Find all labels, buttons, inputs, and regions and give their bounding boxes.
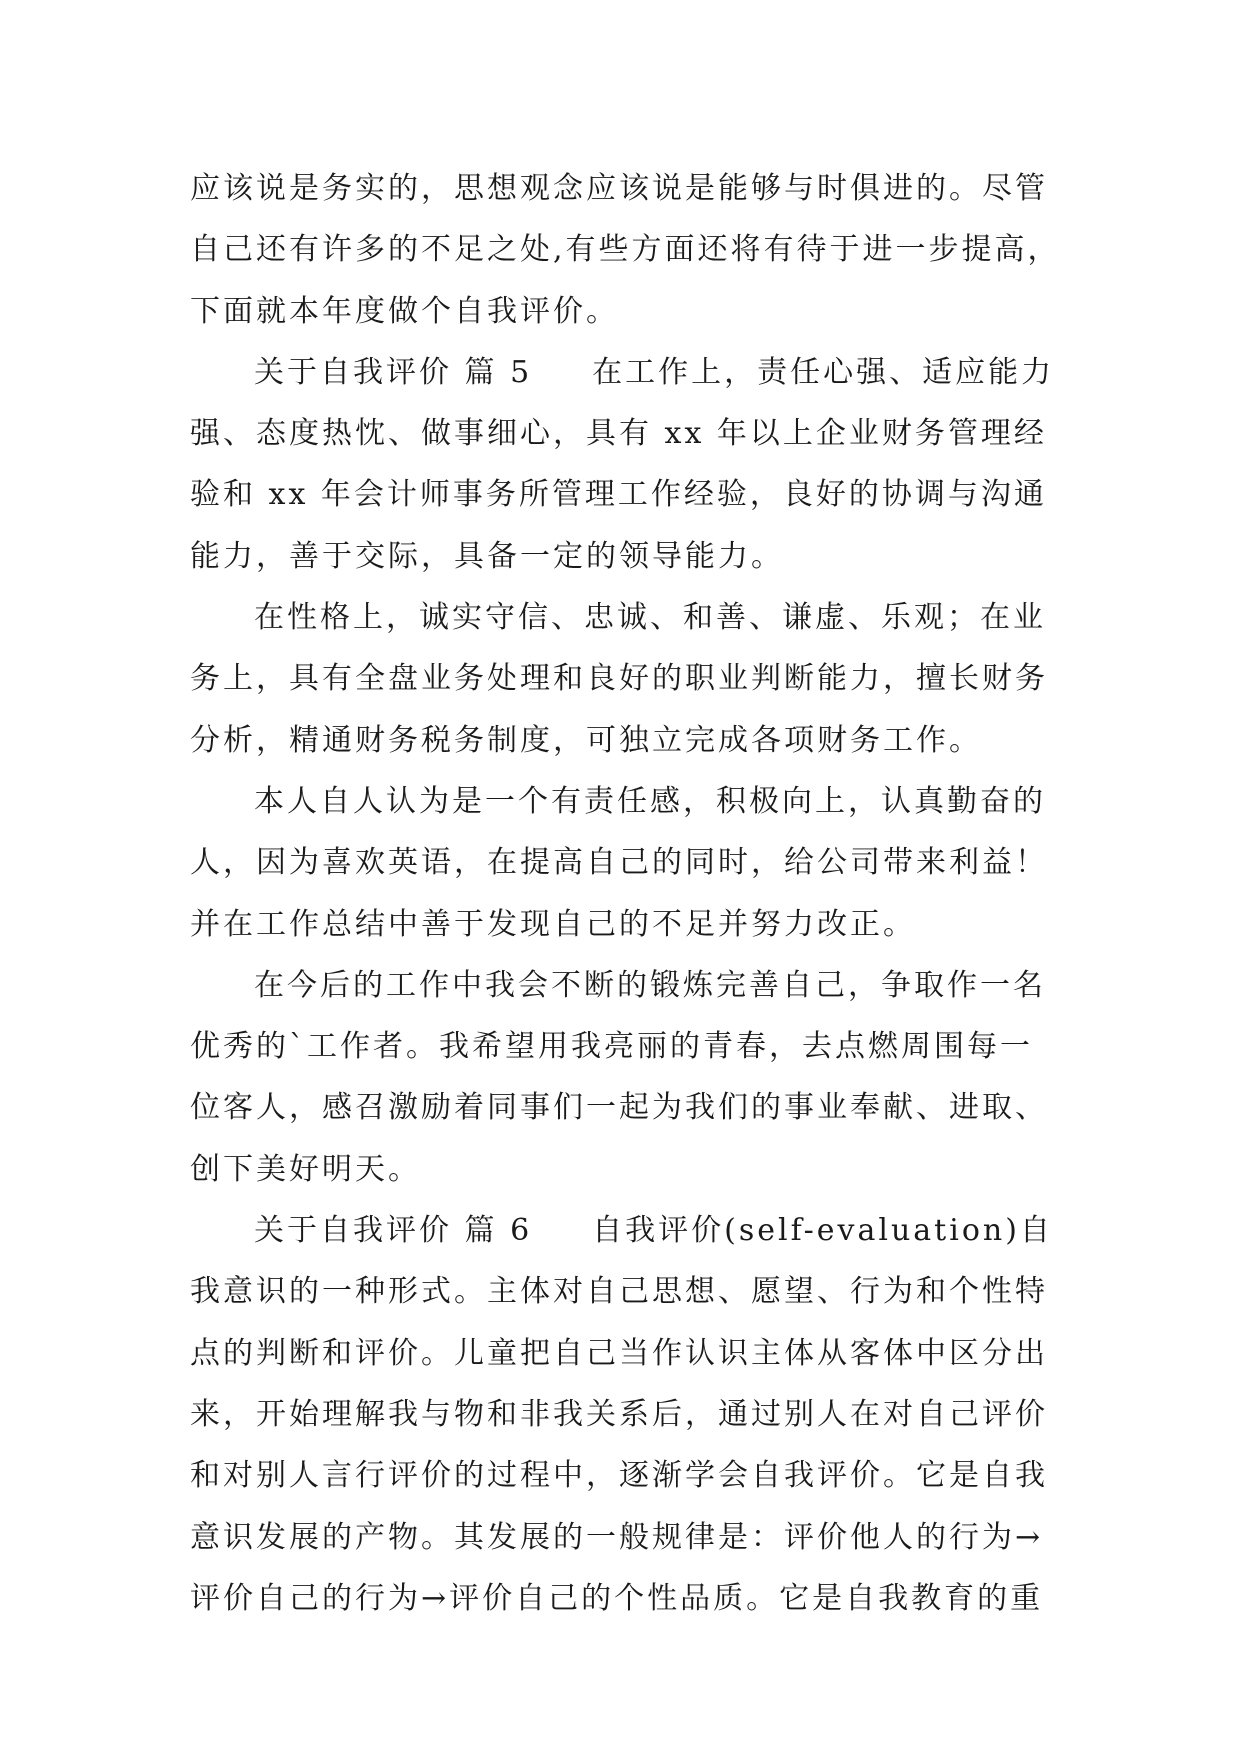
text-line: 验和 xx 年会计师事务所管理工作经验，良好的协调与沟通 [190, 477, 1047, 513]
text-line: 务上，具有全盘业务处理和良好的职业判断能力，擅长财务 [190, 661, 1048, 697]
text-line: 优秀的`工作者。我希望用我亮丽的青春，去点燃周围每一 [190, 1029, 1033, 1065]
section-6-first-line-text: 自我评价(self-evaluation)自 [592, 1213, 1053, 1249]
text-line: 位客人，感召激励着同事们一起为我们的事业奉献、进取、 [190, 1090, 1048, 1126]
document-body [190, 158, 1070, 1629]
section-5-first-line [190, 342, 1070, 403]
text-line: 强、态度热忱、做事细心，具有 xx 年以上企业财务管理经 [190, 416, 1047, 452]
text-line: 评价自己的行为→评价自己的个性品质。它是自我教育的重 [190, 1580, 1044, 1616]
text-line: 并在工作总结中善于发现自己的不足并努力改正。 [190, 906, 916, 942]
text-line: 在性格上，诚实守信、忠诚、和善、谦虚、乐观；在业 [254, 600, 1046, 636]
text-line: 自己还有许多的不足之处,有些方面还将有待于进一步提高， [190, 232, 1061, 268]
section-5-heading: 关于自我评价 篇 5 [254, 354, 533, 390]
text-line: 我意识的一种形式。主体对自己思想、愿望、行为和个性特 [190, 1274, 1048, 1310]
text-line: 意识发展的产物。其发展的一般规律是：评价他人的行为→ [190, 1519, 1044, 1555]
text-line: 能力，善于交际，具备一定的领导能力。 [190, 538, 784, 574]
text-line: 在今后的工作中我会不断的锻炼完善自己，争取作一名 [254, 967, 1046, 1003]
section-5-first-line-text: 在工作上，责任心强、适应能力 [592, 354, 1055, 390]
text-line: 本人自人认为是一个有责任感，积极向上，认真勤奋的 [254, 783, 1046, 819]
text-line: 应该说是务实的，思想观念应该说是能够与时俱进的。尽管 [190, 171, 1048, 206]
section-6-first-line [190, 1200, 1070, 1261]
text-line: 人，因为喜欢英语，在提高自己的同时，给公司带来利益！ [190, 845, 1048, 881]
text-line: 创下美好明天。 [190, 1151, 421, 1187]
text-line: 点的判断和评价。儿童把自己当作认识主体从客体中区分出 [190, 1335, 1048, 1371]
text-line: 下面就本年度做个自我评价。 [190, 293, 619, 329]
text-line: 分析，精通财务税务制度，可独立完成各项财务工作。 [190, 722, 982, 758]
text-line: 来，开始理解我与物和非我关系后，通过别人在对自己评价 [190, 1396, 1048, 1432]
text-line: 和对别人言行评价的过程中，逐渐学会自我评价。它是自我 [190, 1458, 1048, 1494]
section-6-heading: 关于自我评价 篇 6 [254, 1213, 533, 1249]
